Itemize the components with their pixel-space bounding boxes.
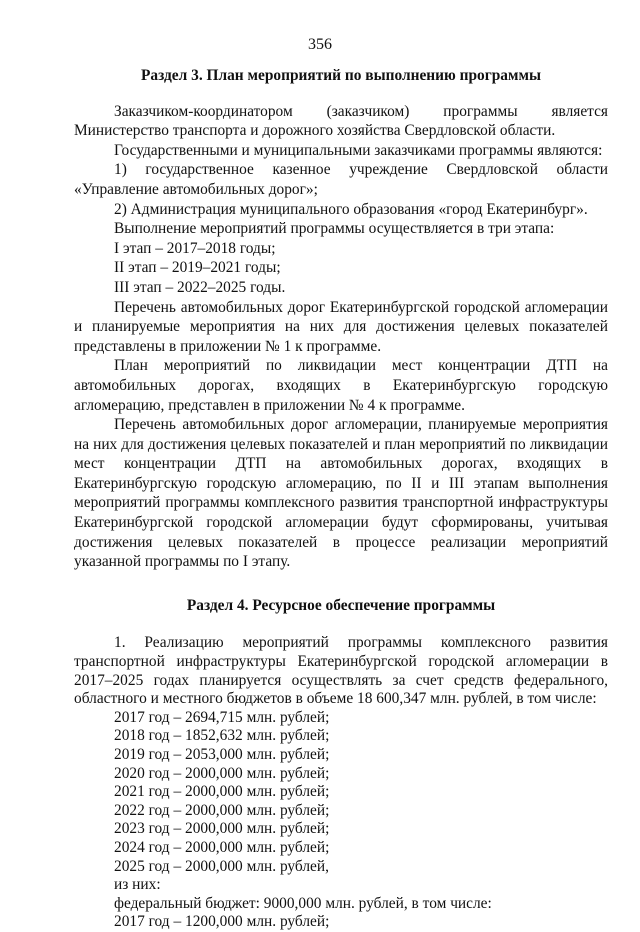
year-item: 2018 год – 1852,632 млн. рублей; <box>114 727 330 745</box>
year-item: 2017 год – 2694,715 млн. рублей; <box>114 708 330 726</box>
year-item: 2020 год – 2000,000 млн. рублей; <box>114 764 330 782</box>
year-item: 2025 год – 2000,000 млн. рублей, <box>114 857 329 875</box>
list-item: 2) Администрация муниципального образования «город Екатеринбург». <box>114 200 588 218</box>
year-item: 2017 год – 1200,000 млн. рублей; <box>114 913 330 931</box>
section-4-body <box>74 634 608 932</box>
paragraph: Выполнение мероприятий программы осуществляется в три этапа: <box>114 220 555 238</box>
paragraph: Перечень автомобильных дорог Екатеринбургской городской агломерации и планируемые мероприятия на них для достижения целевых показателей представлены в приложении № 1 к программе. <box>74 298 608 355</box>
paragraph: федеральный бюджет: 9000,000 млн. рублей, в том числе: <box>114 894 492 912</box>
stage-item: I этап – 2017–2018 годы; <box>114 239 276 257</box>
section-4-title: Раздел 4. Ресурсное обеспечение программы <box>186 596 496 614</box>
page-content <box>74 66 608 932</box>
year-item: 2022 год – 2000,000 млн. рублей; <box>114 801 330 819</box>
year-item: 2024 год – 2000,000 млн. рублей; <box>114 838 330 856</box>
stage-item: II этап – 2019–2021 годы; <box>114 259 281 277</box>
paragraph: План мероприятий по ликвидации мест концентрации ДТП на автомобильных дорогах, входящих в Екатеринбургскую городскую агломерацию, представлен в приложении № 4 к программе. <box>74 357 608 414</box>
paragraph: 1. Реализацию мероприятий программы комплексного развития транспортной инфраструктуры Екатеринбургской городской агломерации в 2017–2025 годах планируется осуществлять за счет средств федерального, областного и местного бюджетов в объеме 18 600,347 млн. рублей, в том числе: <box>74 634 608 708</box>
paragraph: Перечень автомобильных дорог агломерации, планируемые мероприятия на них для достижения целевых показателей и план мероприятий по ликвидации мест концентрации ДТП на автомобильных дорогах, входящих в Екатеринбургскую городскую агломерацию, по II и III этапам выполнения мероприятий программы комплексного развития транспортной инфраструктуры Екатеринбургской городской агломерации будут сформированы, учитывая достижения целевых показателей в процессе реализации мероприятий указанной программы по I этапу. <box>74 416 608 571</box>
page-number: 356 <box>308 36 332 53</box>
section-3-title: Раздел 3. План мероприятий по выполнению программы <box>141 67 541 84</box>
paragraph: Государственными и муниципальными заказчиками программы являются: <box>114 141 603 159</box>
year-item: 2023 год – 2000,000 млн. рублей; <box>114 820 330 838</box>
year-item: 2019 год – 2053,000 млн. рублей; <box>114 746 330 763</box>
year-item: 2021 год – 2000,000 млн. рублей; <box>114 783 330 801</box>
paragraph: Заказчиком-координатором (заказчиком) программы является Министерство транспорта и дорожного хозяйства Свердловской области. <box>74 102 608 140</box>
paragraph: из них: <box>114 876 161 894</box>
stage-item: III этап – 2022–2025 годы. <box>114 278 286 296</box>
list-item: 1) государственное казенное учреждение Свердловской области «Управление автомобильных дорог»; <box>74 161 608 198</box>
